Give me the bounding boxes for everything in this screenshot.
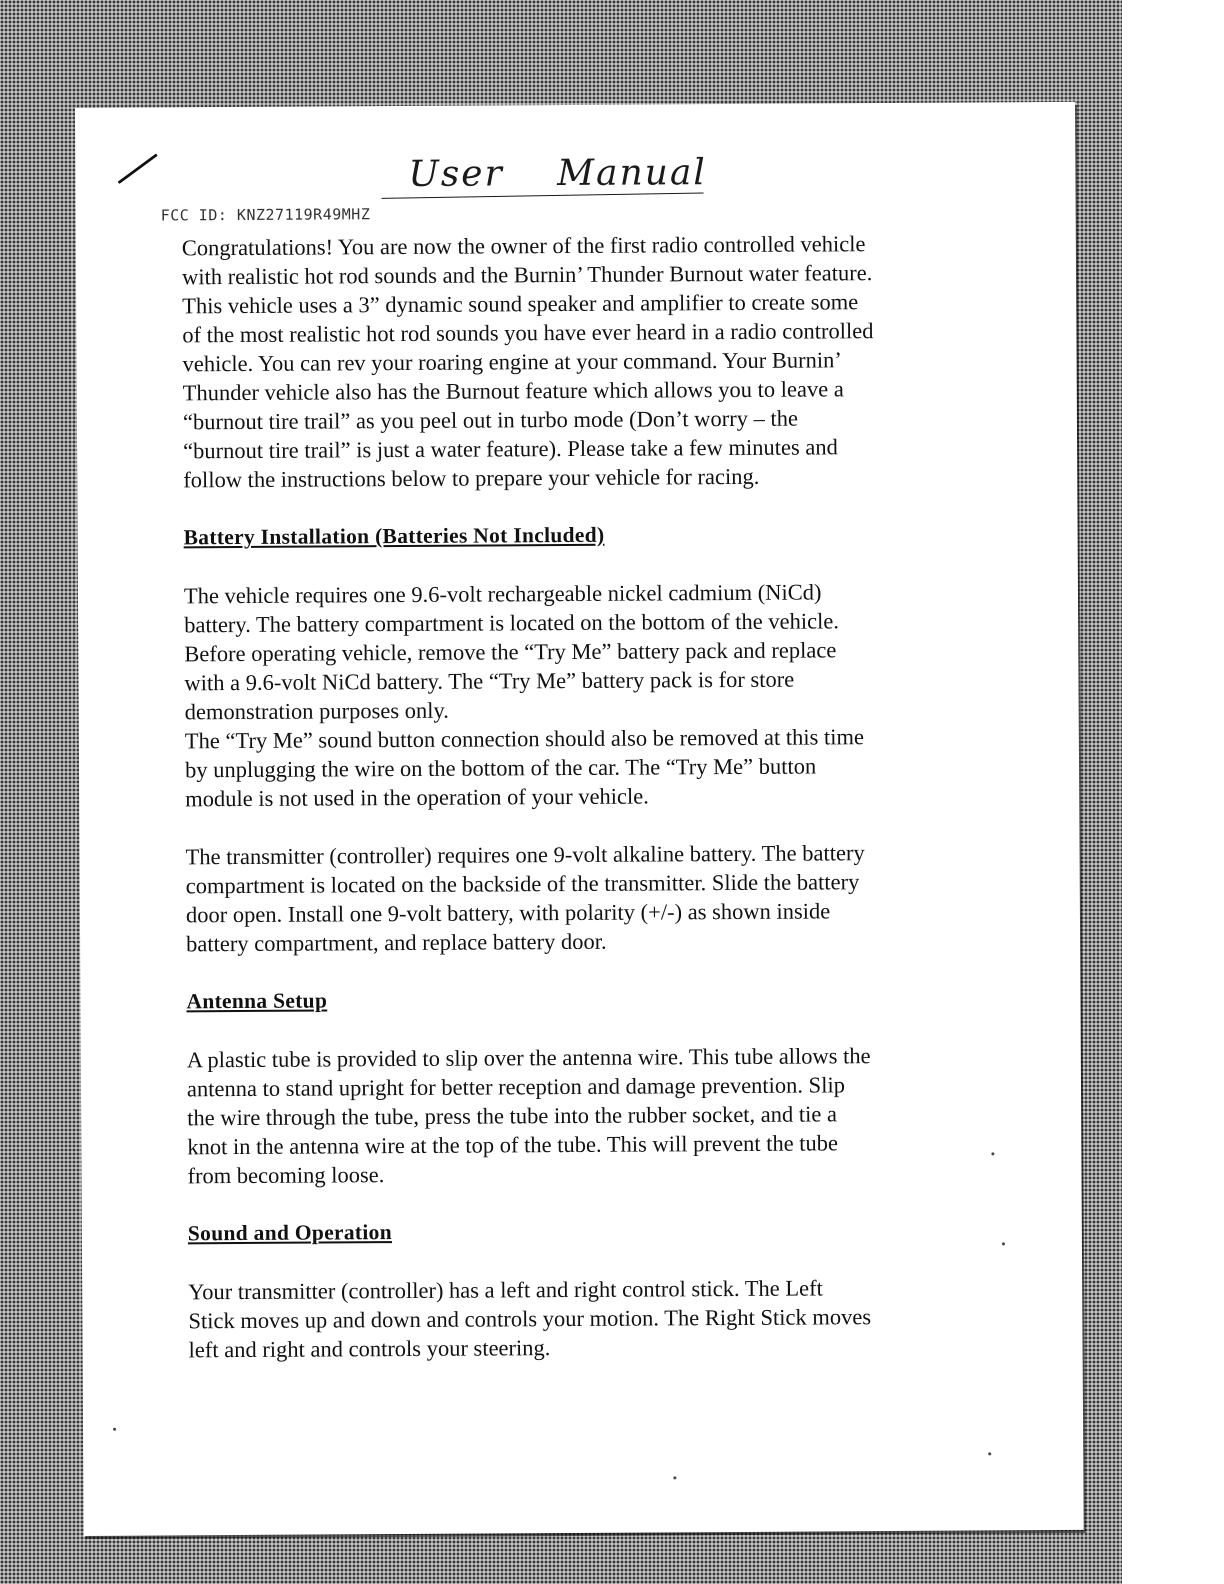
scan-speck — [991, 1152, 994, 1155]
text-line: antenna to stand upright for better reception and damage prevention. Slip — [186, 1072, 845, 1102]
sound-paragraph — [188, 1272, 989, 1364]
text-line: with realistic hot rod sounds and the Burnin’ Thunder Burnout water feature. — [181, 260, 873, 290]
text-line: knot in the antenna wire at the top of the tube. This will prevent the tube — [187, 1130, 839, 1160]
text-line: Your transmitter (controller) has a left and right control stick. The Left — [188, 1275, 823, 1305]
text-line: Congratulations! You are now the owner of the first radio controlled vehicle — [181, 231, 866, 261]
text-line: Stick moves up and down and controls your motion. The Right Stick moves — [188, 1304, 872, 1334]
text-line: with a 9.6-volt NiCd battery. The “Try Me” battery pack is for store — [184, 666, 795, 696]
battery-paragraph-transmitter — [185, 837, 986, 958]
text-line: the wire through the tube, press the tube into the rubber socket, and tie a — [187, 1101, 838, 1131]
sound-heading: Sound and Operation — [187, 1220, 393, 1246]
intro-paragraph — [182, 228, 984, 494]
text-line: “burnout tire trail” is just a water feature). Please take a few minutes and — [183, 434, 838, 464]
text-line: module is not used in the operation of your vehicle. — [185, 783, 649, 812]
text-line: The vehicle requires one 9.6-volt rechargeable nickel cadmium (NiCd) — [183, 579, 822, 609]
battery-paragraph-vehicle — [184, 576, 985, 813]
scan-speck — [113, 1428, 116, 1431]
document-page — [75, 102, 1084, 1536]
antenna-paragraph — [187, 1040, 988, 1190]
text-line: The transmitter (controller) requires one 9-volt alkaline battery. The battery — [185, 840, 865, 870]
text-line: door open. Install one 9-volt battery, with polarity (+/-) as shown inside — [185, 898, 831, 928]
text-line: compartment is located on the backside of the transmitter. Slide the battery — [185, 869, 860, 899]
scan-speck — [1002, 1242, 1005, 1245]
text-line: from becoming loose. — [187, 1162, 385, 1189]
scan-speck — [988, 1452, 991, 1455]
handwritten-check-mark — [117, 153, 157, 184]
scan-speck — [673, 1476, 676, 1479]
text-line: battery. The battery compartment is located on the bottom of the vehicle. — [184, 608, 840, 638]
text-line: Before operating vehicle, remove the “Try Me” battery pack and replace — [184, 637, 837, 667]
text-line: “burnout tire trail” as you peel out in turbo mode (Don’t worry – the — [182, 405, 799, 435]
handwritten-title: User Manual — [408, 152, 707, 195]
text-line: A plastic tube is provided to slip over the antenna wire. This tube allows the — [186, 1043, 871, 1073]
text-line: demonstration purposes only. — [184, 697, 449, 725]
text-line: This vehicle uses a 3” dynamic sound speaker and amplifier to create some — [182, 289, 859, 319]
manual-body — [182, 228, 989, 1364]
fcc-id: FCC ID: KNZ27119R49MHZ — [160, 205, 371, 225]
battery-heading: Battery Installation (Batteries Not Included) — [183, 522, 605, 550]
text-line: The “Try Me” sound button connection should also be removed at this time — [184, 724, 864, 754]
text-line: by unplugging the wire on the bottom of the car. The “Try Me” button — [184, 753, 817, 783]
text-line: of the most realistic hot rod sounds you have ever heard in a radio controlled — [182, 318, 874, 348]
text-line: follow the instructions below to prepare your vehicle for racing. — [183, 463, 760, 493]
text-line: battery compartment, and replace battery door. — [186, 928, 607, 957]
antenna-heading: Antenna Setup — [186, 988, 328, 1014]
text-line: Thunder vehicle also has the Burnout feature which allows you to leave a — [182, 376, 844, 406]
scan-border-right — [1122, 0, 1224, 1584]
text-line: vehicle. You can rev your roaring engine at your command. Your Burnin’ — [182, 347, 842, 377]
text-line: left and right and controls your steering. — [188, 1335, 551, 1363]
